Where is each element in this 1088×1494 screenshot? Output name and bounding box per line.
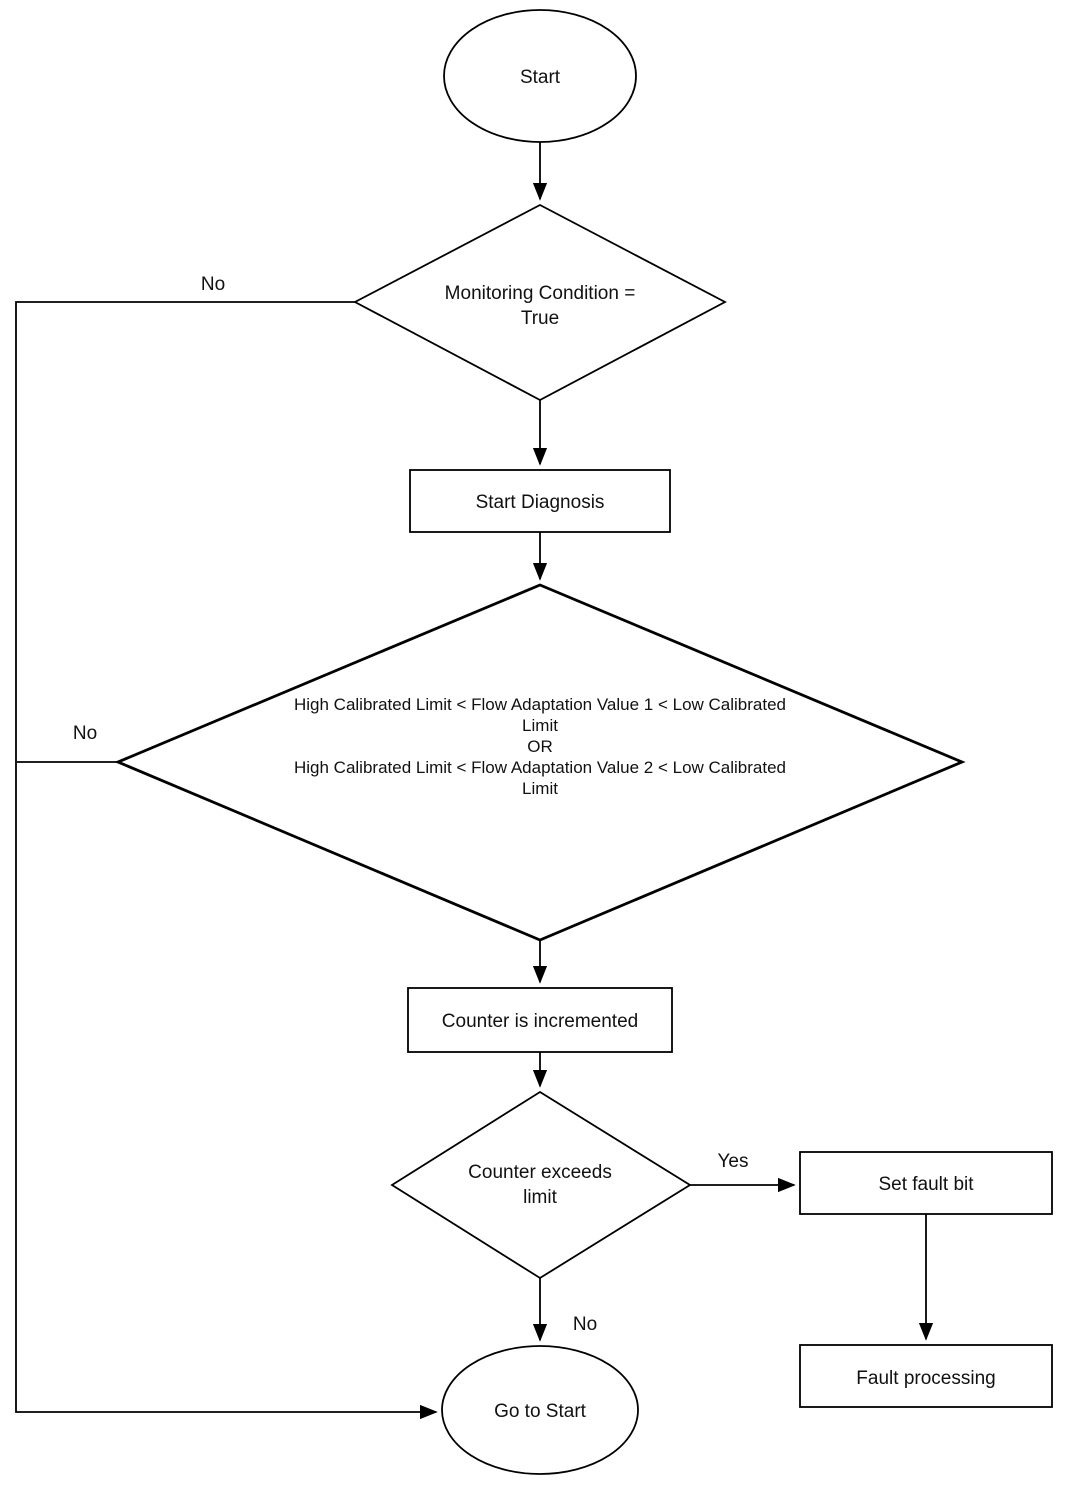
counter-exceeds-limit-no-label: No [572,1314,598,1335]
monitoring-condition-label-line2: True [520,308,560,329]
flow-adaptation-check-no-label: No [72,723,98,744]
monitoring-condition-label-line1: Monitoring Condition = [444,283,636,304]
flow-adaptation-check-label-line5: Limit [522,779,558,798]
counter-exceeds-limit-label-line1: Counter exceeds [468,1162,612,1183]
fault-processing-label: Fault processing [856,1368,996,1389]
counter-exceeds-limit-decision-shape [392,1092,690,1278]
flow-adaptation-check-label-line1: High Calibrated Limit < Flow Adaptation Value 1 < Low Calibrated [293,695,787,714]
flow-adaptation-check-label-line3: OR [527,737,553,756]
monitoring-condition-no-label: No [200,274,226,295]
set-fault-bit-label: Set fault bit [878,1174,974,1195]
flow-adaptation-check-label-line4: High Calibrated Limit < Flow Adaptation Value 2 < Low Calibrated [293,758,787,777]
start-diagnosis-label: Start Diagnosis [475,492,605,513]
start-node-label: Start [519,67,561,88]
flow-adaptation-check-label-line2: Limit [522,716,558,735]
counter-incremented-label: Counter is incremented [441,1011,639,1032]
counter-exceeds-limit-yes-label: Yes [717,1151,749,1172]
go-to-start-node-label: Go to Start [494,1401,586,1422]
counter-exceeds-limit-label-line2: limit [523,1187,557,1208]
